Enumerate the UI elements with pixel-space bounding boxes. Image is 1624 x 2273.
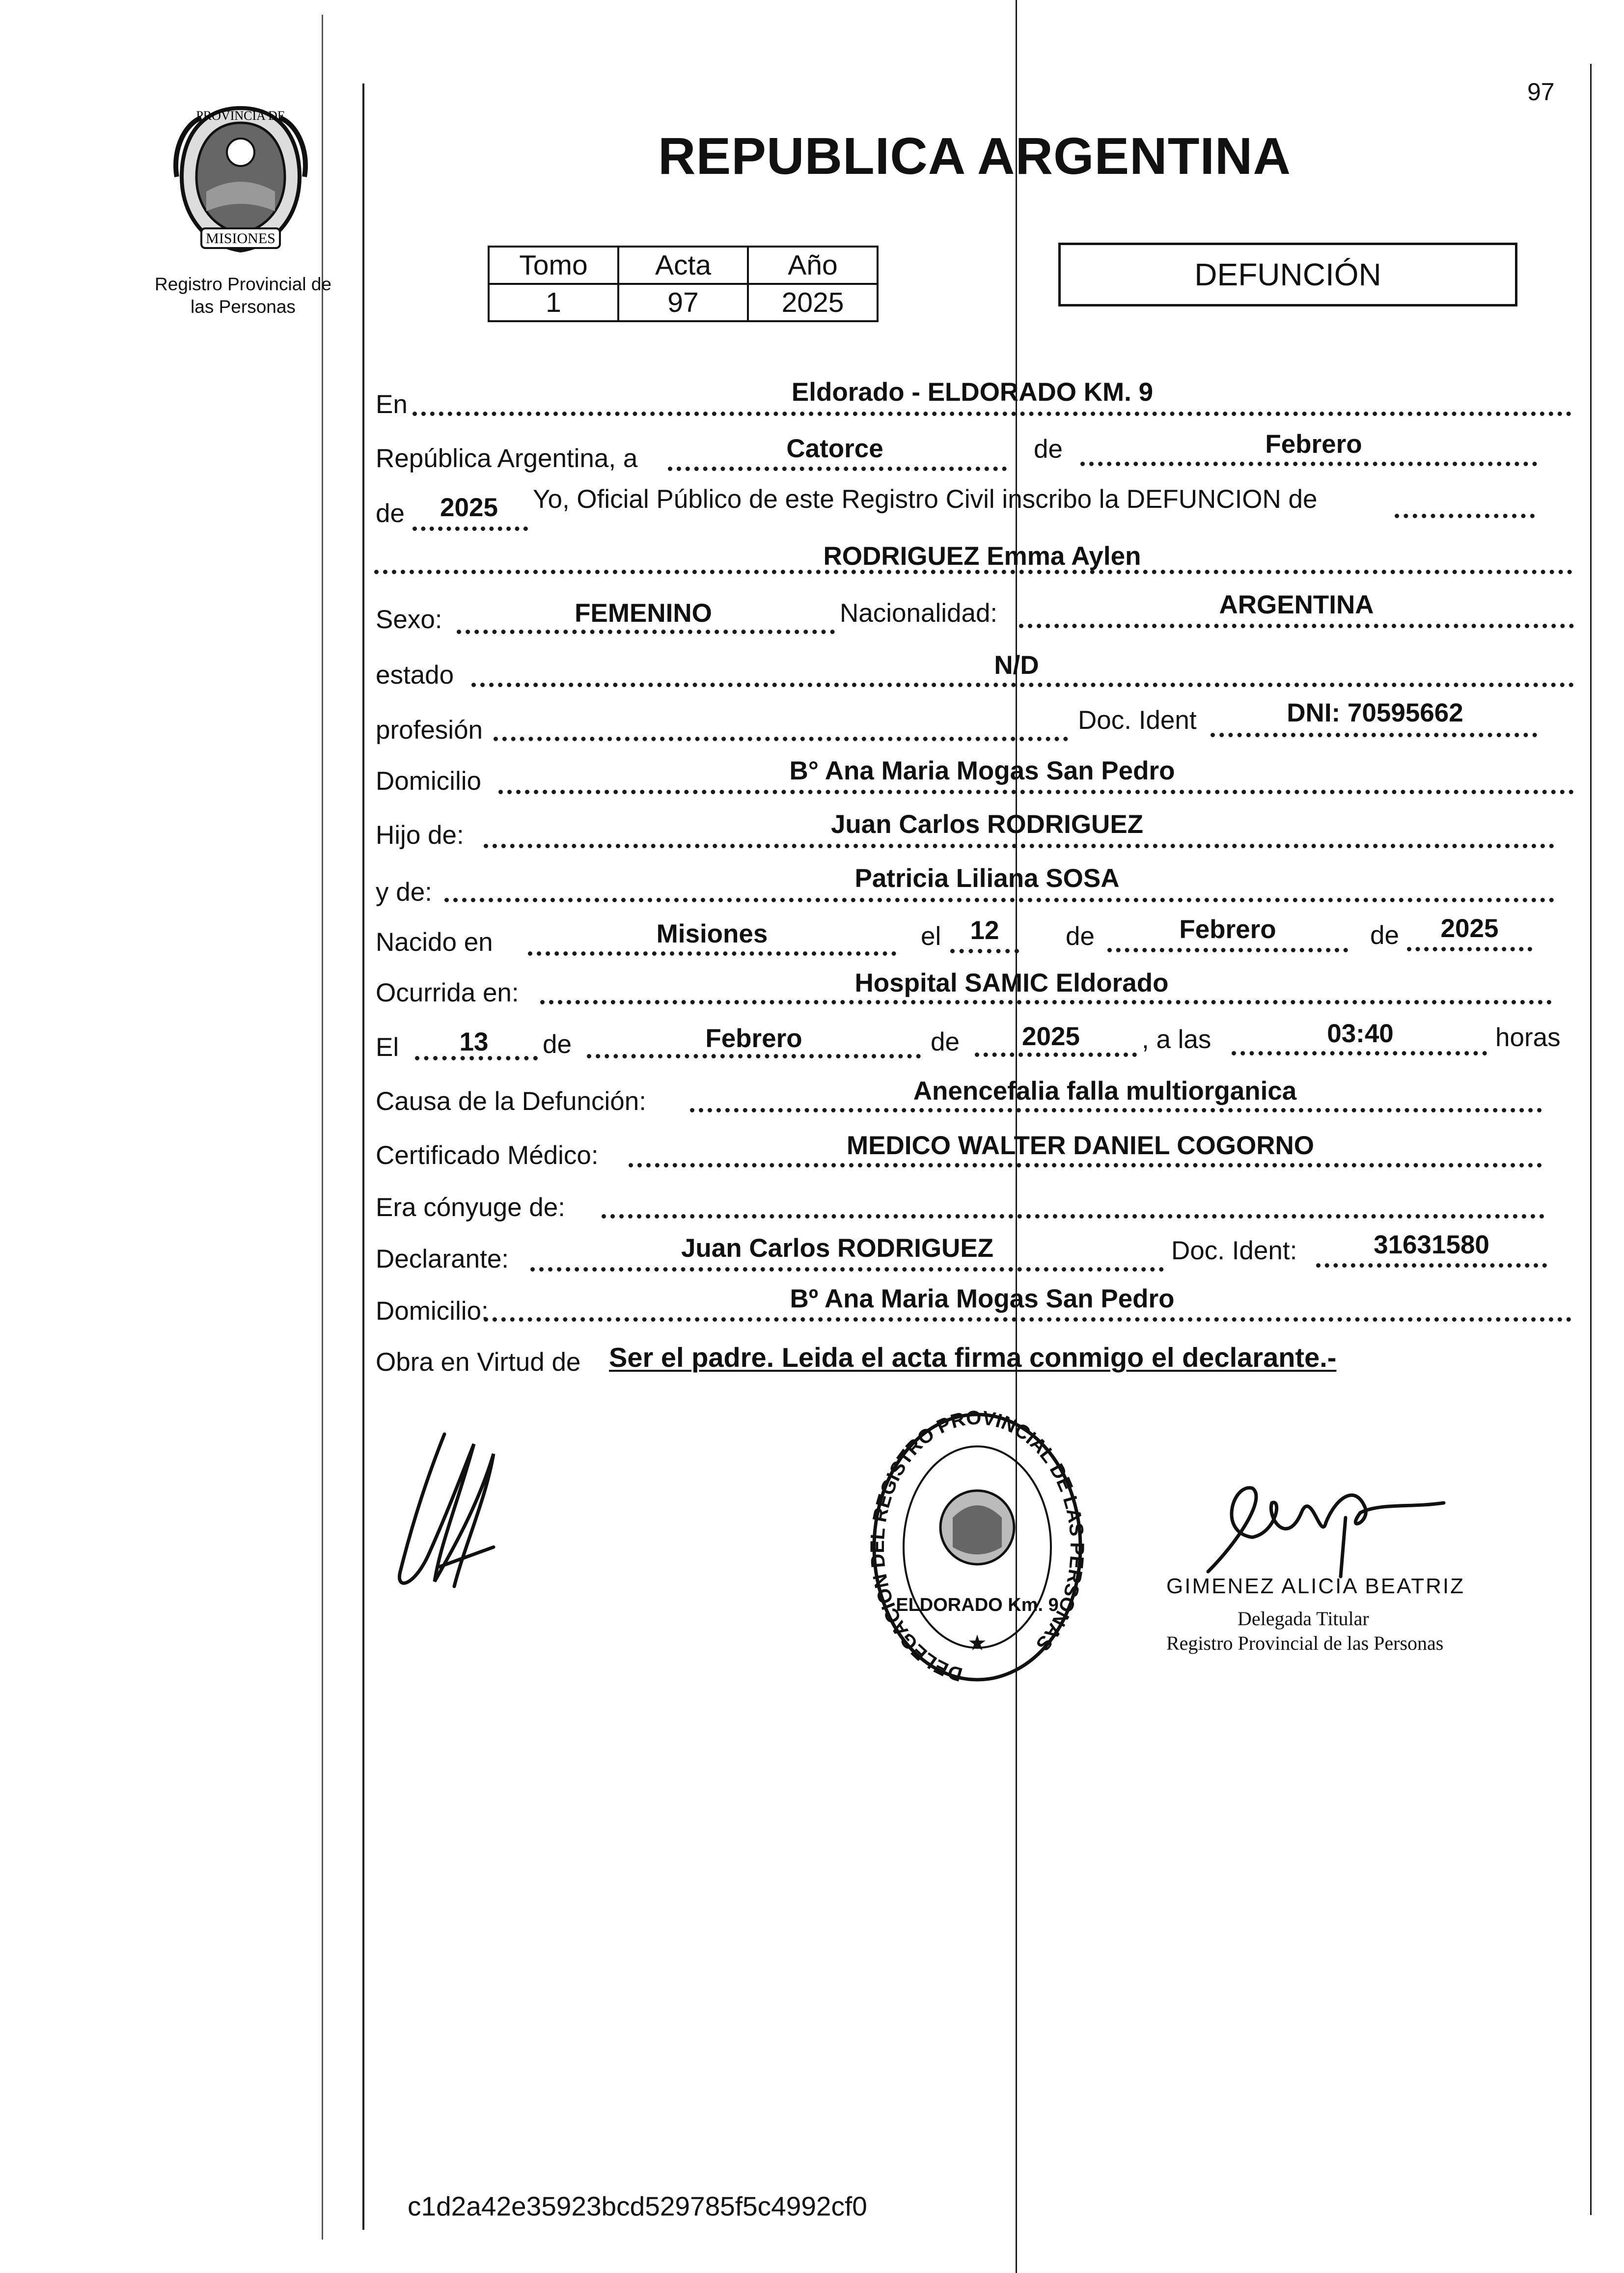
- dots-declarante-doc: [1316, 1263, 1547, 1268]
- dots-en: [413, 412, 1571, 416]
- value-estado: N/D: [994, 651, 1039, 680]
- label-y-de: y de:: [376, 878, 432, 907]
- dots-hijo-de: [484, 844, 1554, 848]
- right-margin-line: [1590, 64, 1592, 2215]
- dots-nacido-month: [1107, 948, 1348, 952]
- dots-doc-ident: [1211, 733, 1537, 737]
- page-title: REPUBLICA ARGENTINA: [658, 127, 1292, 185]
- official-signature: [1198, 1469, 1454, 1581]
- label-nacido-de2: de: [1370, 921, 1399, 950]
- label-certificado: Certificado Médico:: [376, 1141, 599, 1170]
- dots-nacionalidad: [1019, 624, 1574, 628]
- label-fecha-de1: de: [543, 1030, 572, 1059]
- label-profesion: profesión: [376, 716, 483, 745]
- label-fecha-horas: horas: [1495, 1023, 1561, 1052]
- dots-profesion: [494, 737, 1068, 741]
- official-office: Registro Provincial de las Personas: [1166, 1632, 1444, 1654]
- label-obra: Obra en Virtud de: [376, 1348, 581, 1377]
- value-ocurrida: Hospital SAMIC Eldorado: [854, 969, 1169, 998]
- label-en: En: [376, 390, 408, 419]
- value-year: 2025: [440, 493, 498, 522]
- label-fecha-el: El: [376, 1033, 399, 1062]
- value-acta: 97: [618, 284, 748, 321]
- page-number: 97: [1527, 78, 1555, 106]
- value-anio: 2025: [748, 284, 878, 321]
- label-domicilio: Domicilio: [376, 767, 481, 796]
- document-type-box: [1058, 243, 1517, 306]
- deceased-name: RODRIGUEZ Emma Aylen: [823, 542, 1141, 571]
- dots-fecha-day: [415, 1056, 538, 1060]
- label-nacionalidad: Nacionalidad:: [840, 599, 998, 628]
- value-nacido-month: Febrero: [1179, 915, 1276, 944]
- declarant-signature: [381, 1424, 543, 1616]
- dots-nacido-place: [528, 951, 896, 956]
- value-en: Eldorado - ELDORADO KM. 9: [791, 378, 1154, 407]
- value-declarante-doc: 31631580: [1374, 1230, 1489, 1259]
- emblem-bottom-text: MISIONES: [206, 230, 275, 247]
- label-conyuge: Era cónyuge de:: [376, 1193, 565, 1222]
- dots-causa: [690, 1108, 1542, 1112]
- dots-y-de: [444, 898, 1554, 902]
- label-domicilio2: Domicilio:: [376, 1297, 489, 1326]
- dots-declarante: [530, 1267, 1164, 1272]
- emblem-top-text: PROVINCIA DE: [196, 109, 285, 123]
- value-tomo: 1: [489, 284, 618, 321]
- label-hijo-de: Hijo de:: [376, 821, 464, 850]
- document-hash: c1d2a42e35923bcd529785f5c4992cf0: [408, 2191, 867, 2221]
- value-doc-ident: DNI: 70595662: [1287, 698, 1463, 727]
- dots-nacido-year: [1407, 947, 1532, 951]
- value-nacido-day: 12: [970, 916, 999, 945]
- label-nacido-el: el: [921, 922, 941, 951]
- dots-fecha-hour: [1232, 1051, 1487, 1055]
- label-nacido: Nacido en: [376, 928, 493, 957]
- label-ocurrida: Ocurrida en:: [376, 978, 519, 1007]
- value-y-de: Patricia Liliana SOSA: [854, 864, 1120, 893]
- value-hijo-de: Juan Carlos RODRIGUEZ: [830, 810, 1144, 839]
- registry-line2: las Personas: [191, 297, 296, 317]
- value-fecha-hour: 03:40: [1327, 1019, 1394, 1048]
- dots-certificado: [629, 1163, 1542, 1167]
- value-certificado: MEDICO WALTER DANIEL COGORNO: [846, 1131, 1315, 1160]
- label-republica: República Argentina, a: [376, 444, 638, 473]
- registry-line1: Registro Provincial de: [155, 274, 331, 294]
- seal-star-icon: ★: [967, 1631, 987, 1655]
- dots-domicilio: [498, 790, 1574, 794]
- official-role: Delegada Titular: [1238, 1608, 1369, 1630]
- official-name: GIMENEZ ALICIA BEATRIZ: [1166, 1574, 1465, 1598]
- official-seal: [867, 1405, 1088, 1709]
- dots-domicilio2: [484, 1317, 1571, 1322]
- seal-inner-text: ELDORADO Km. 9: [896, 1595, 1059, 1615]
- left-margin-line: [362, 83, 364, 2230]
- record-table: [488, 246, 879, 322]
- label-doc-ident: Doc. Ident: [1078, 706, 1197, 735]
- value-month: Febrero: [1265, 430, 1362, 459]
- dots-estado: [471, 683, 1574, 687]
- document-type: DEFUNCIÓN: [1194, 257, 1381, 292]
- dots-year: [413, 527, 528, 531]
- value-nacionalidad: ARGENTINA: [1219, 590, 1374, 619]
- value-sexo: FEMENINO: [575, 599, 712, 628]
- dots-fecha-year: [975, 1053, 1137, 1057]
- label-fecha-de2: de: [931, 1027, 960, 1056]
- value-obra: Ser el padre. Leida el acta firma conmigo el declarante.-: [609, 1342, 1337, 1373]
- value-day: Catorce: [786, 434, 883, 463]
- seal-ring-text: DELEGACION DEL REGISTRO PROVINCIAL DE LAS PERSONAS: [867, 1407, 1088, 1686]
- dots-fecha-month: [587, 1054, 921, 1058]
- binding-line: [322, 15, 323, 2240]
- value-causa: Anencefalia falla multiorganica: [913, 1077, 1297, 1106]
- value-nacido-year: 2025: [1440, 914, 1499, 943]
- text-inscribo: Yo, Oficial Público de este Registro Civil inscribo la DEFUNCION de: [533, 485, 1318, 514]
- value-fecha-month: Febrero: [705, 1024, 802, 1053]
- header-tomo: Tomo: [489, 247, 618, 284]
- value-domicilio: B° Ana Maria Mogas San Pedro: [789, 756, 1175, 785]
- dots-after-inscribo: [1395, 514, 1535, 518]
- value-declarante: Juan Carlos RODRIGUEZ: [681, 1234, 994, 1263]
- registry-caption: [142, 273, 344, 319]
- dots-day: [668, 467, 1007, 471]
- header-acta: Acta: [618, 247, 748, 284]
- value-fecha-day: 13: [459, 1027, 489, 1056]
- header-anio: Año: [748, 247, 878, 284]
- label-de-year: de: [376, 499, 405, 528]
- value-nacido-place: Misiones: [656, 919, 768, 948]
- label-sexo: Sexo:: [376, 605, 442, 634]
- label-declarante: Declarante:: [376, 1245, 509, 1274]
- label-de-month: de: [1034, 435, 1063, 464]
- dots-ocurrida: [540, 1000, 1552, 1004]
- label-nacido-de1: de: [1066, 922, 1095, 951]
- dots-nacido-day: [950, 949, 1019, 953]
- label-fecha-a-las: , a las: [1142, 1025, 1211, 1054]
- dots-sexo: [457, 630, 835, 634]
- dots-conyuge: [602, 1214, 1544, 1219]
- label-estado: estado: [376, 661, 454, 690]
- value-fecha-year: 2025: [1022, 1022, 1080, 1051]
- label-causa: Causa de la Defunción:: [376, 1087, 646, 1116]
- value-domicilio2: Bº Ana Maria Mogas San Pedro: [790, 1284, 1175, 1313]
- misiones-emblem: [167, 98, 314, 260]
- dots-month: [1080, 462, 1537, 466]
- label-declarante-doc: Doc. Ident:: [1171, 1236, 1297, 1265]
